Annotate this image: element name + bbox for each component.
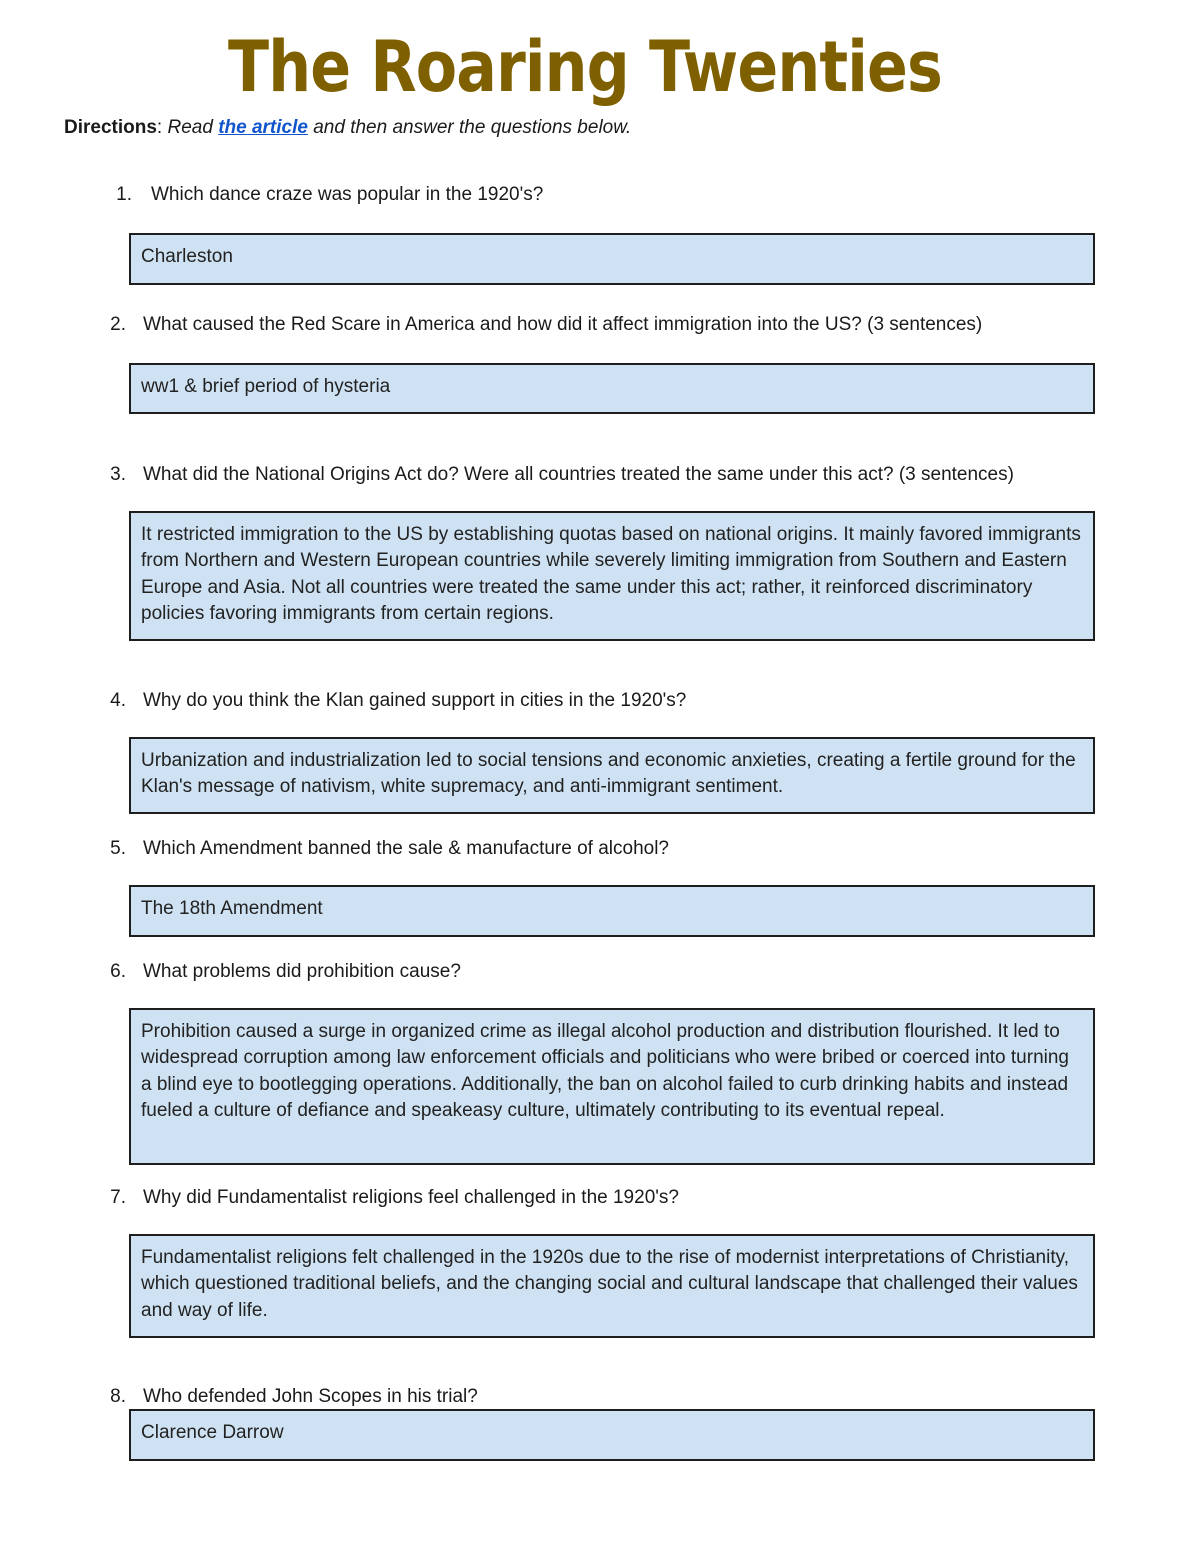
question-number: 4. — [110, 690, 126, 711]
answer-box-7[interactable]: Fundamentalist religions felt challenged in the 1920s due to the rise of modernist interpretations of Christianity, which questioned traditional beliefs, and the changing social and cultural landscape that challenged their values and way of life. — [129, 1234, 1095, 1338]
question-text: Which Amendment banned the sale & manufacture of alcohol? — [143, 838, 669, 859]
question-text: Why did Fundamentalist religions feel challenged in the 1920's? — [143, 1187, 679, 1208]
answer-box-1[interactable]: Charleston — [129, 233, 1095, 285]
question-number: 5. — [110, 838, 126, 859]
question-number: 8. — [110, 1386, 126, 1407]
question-text: What problems did prohibition cause? — [143, 961, 461, 982]
question-number: 7. — [110, 1187, 126, 1208]
question-text: What did the National Origins Act do? Were all countries treated the same under this act? (3 sentences) — [143, 464, 1014, 485]
answer-box-8[interactable]: Clarence Darrow — [129, 1409, 1095, 1461]
question-number: 1. — [116, 184, 132, 205]
question-text: What caused the Red Scare in America and how did it affect immigration into the US? (3 sentences) — [143, 314, 983, 335]
answer-box-2[interactable]: ww1 & brief period of hysteria — [129, 363, 1095, 414]
question-text: Who defended John Scopes in his trial? — [143, 1386, 478, 1407]
directions-post: and then answer the questions below. — [313, 117, 632, 138]
question-text: Why do you think the Klan gained support in cities in the 1920's? — [143, 690, 687, 711]
question-number: 6. — [110, 961, 126, 982]
directions-label: Directions — [64, 117, 157, 138]
answer-box-5[interactable]: The 18th Amendment — [129, 885, 1095, 937]
question-number: 2. — [110, 314, 126, 335]
article-link[interactable]: the article — [218, 117, 308, 138]
directions: Directions: Read the article and then answer the questions below. — [64, 117, 632, 138]
question-text: Which dance craze was popular in the 1920's? — [151, 184, 544, 205]
page-title: The Roaring Twenties — [228, 26, 942, 108]
answer-box-6[interactable]: Prohibition caused a surge in organized crime as illegal alcohol production and distribution flourished. It led to widespread corruption among law enforcement officials and politicians who were bribed or coerced into turning a blind eye to bootlegging operations. Additionally, the ban on alcohol failed to curb drinking habits and instead fueled a culture of defiance and speakeasy culture, ultimately contributing to its eventual repeal. — [129, 1008, 1095, 1165]
question-number: 3. — [110, 464, 126, 485]
directions-pre: Read — [167, 117, 213, 138]
answer-box-4[interactable]: Urbanization and industrialization led to social tensions and economic anxieties, creating a fertile ground for the Klan's message of nativism, white supremacy, and anti-immigrant sentiment. — [129, 737, 1095, 814]
answer-box-3[interactable]: It restricted immigration to the US by establishing quotas based on national origins. It mainly favored immigrants from Northern and Western European countries while severely limiting immigration from Southern and Eastern Europe and Asia. Not all countries were treated the same under this act; rather, it reinforced discriminatory policies favoring immigrants from certain regions. — [129, 511, 1095, 641]
